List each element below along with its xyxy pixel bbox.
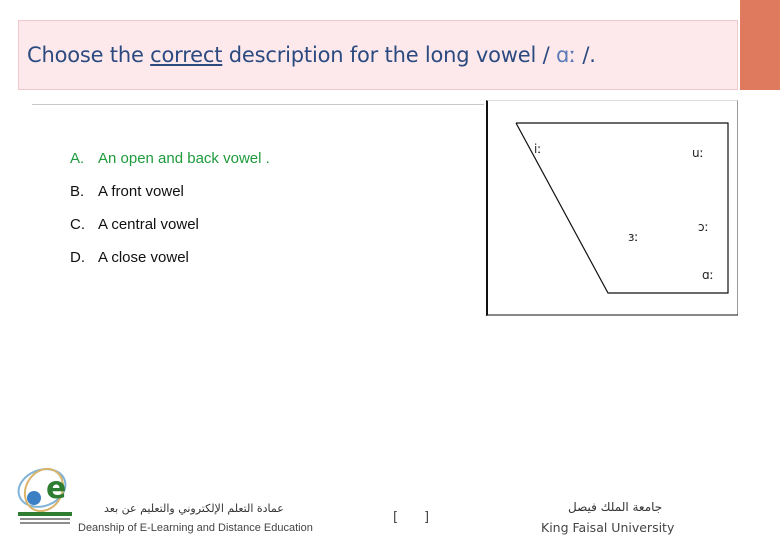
option-d[interactable]: D. A close vowel [70, 249, 189, 266]
option-b[interactable]: B. A front vowel [70, 183, 184, 200]
answer-options [70, 150, 270, 282]
university-arabic: جامعة الملك فيصل [568, 500, 663, 514]
deanship-english: Deanship of E-Learning and Distance Education [78, 522, 313, 534]
svg-text:e: e [46, 471, 67, 506]
vowel-label-open-o: ɔː [698, 220, 709, 234]
accent-bar [740, 0, 780, 90]
option-a[interactable]: A. An open and back vowel . [70, 150, 270, 167]
deanship-arabic: عمادة التعلم الإلكتروني والتعليم عن بعد [104, 502, 284, 515]
vowel-label-u: uː [692, 146, 704, 160]
option-c[interactable]: C. A central vowel [70, 216, 199, 233]
question-title-box [18, 20, 738, 90]
vowel-trapezoid [488, 101, 738, 315]
bracket-left: [ [393, 510, 399, 525]
title-emphasis: correct [150, 43, 223, 67]
e-learning-logo-icon [14, 462, 76, 528]
vowel-symbol: ɑː [555, 43, 576, 67]
vowel-label-a: ɑː [702, 268, 714, 282]
bracket-right: ] [424, 510, 430, 525]
university-english: King Faisal University [541, 520, 675, 535]
vowel-label-schwa: ɜː [628, 230, 639, 244]
question-title: Choose the correct description for the long vowel / ɑː /. [27, 43, 596, 67]
footer [0, 460, 780, 540]
vowel-chart [486, 100, 738, 316]
divider [32, 104, 484, 105]
vowel-label-i: iː [534, 142, 542, 156]
